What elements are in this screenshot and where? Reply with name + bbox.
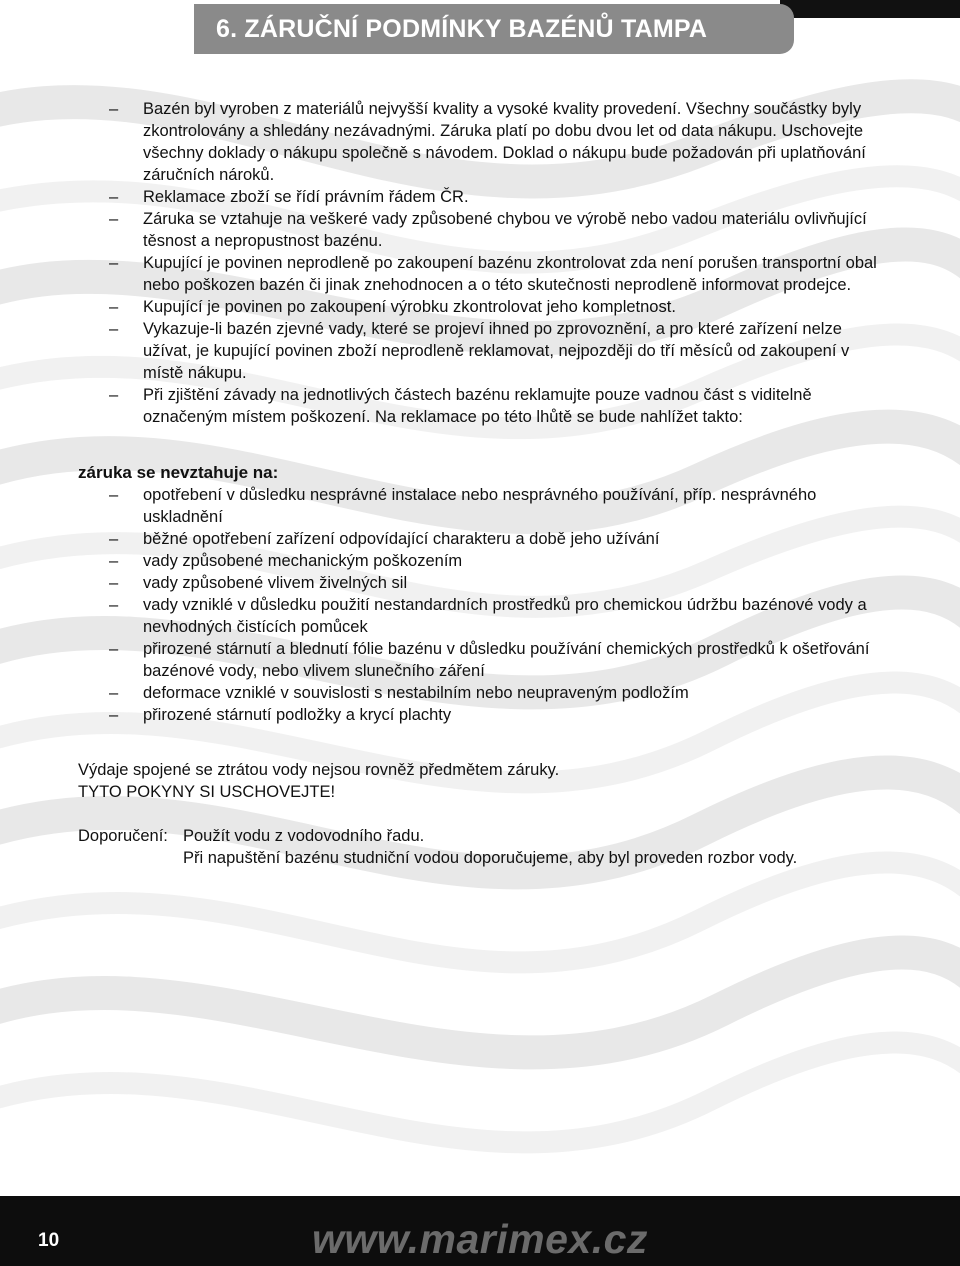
list-item-text: Záruka se vztahuje na veškeré vady způsobené chybou ve výrobě nebo vadou materiálu ovlivňující těsnost a nepropustnost bazénu. [143, 210, 867, 250]
warranty-terms-list [78, 98, 878, 428]
dash-mark: – [109, 298, 119, 316]
list-item [78, 186, 878, 208]
dash-mark: – [109, 386, 119, 404]
list-item [78, 572, 878, 594]
list-item-text: opotřebení v důsledku nesprávné instalace nebo nesprávného používání, příp. nesprávného uskladnění [143, 486, 817, 526]
list-item [78, 594, 878, 638]
list-item [78, 528, 878, 550]
list-item [78, 98, 878, 186]
dash-mark: – [109, 684, 119, 702]
title-banner [194, 4, 794, 54]
list-item-text: Vykazuje-li bazén zjevné vady, které se projeví ihned po zprovoznění, a pro které zařízení nelze užívat, je kupující povinen zboží neprodleně reklamovat, nejpozději do tří měsíců od zakoupení v místě nákupu. [143, 320, 850, 382]
recommendation-text [183, 825, 797, 869]
list-item-text: vady vzniklé v důsledku použití nestandardních prostředků pro chemickou údržbu bazénové vody a nevhodných čistících pomůcek [143, 596, 867, 636]
dash-mark: – [109, 188, 119, 206]
list-item-text: Reklamace zboží se řídí právním řádem ČR. [143, 188, 469, 206]
list-item [78, 682, 878, 704]
list-item [78, 484, 878, 528]
list-item [78, 704, 878, 726]
dash-mark: – [109, 552, 119, 570]
recommendation-line: Použít vodu z vodovodního řadu. [183, 827, 425, 845]
note-block [78, 759, 878, 803]
dash-mark: – [109, 596, 119, 614]
document-body [78, 98, 878, 869]
website-link[interactable]: www.marimex.cz [312, 1216, 648, 1262]
list-item [78, 550, 878, 572]
list-item [78, 384, 878, 428]
list-item-text: Při zjištění závady na jednotlivých částech bazénu reklamujte pouze vadnou část s viditelně označeným místem poškození. Na reklamace po této lhůtě se bude nahlížet takto: [143, 386, 812, 426]
list-item-text: Kupující je povinen neprodleně po zakoupení bazénu zkontrolovat zda není porušen transportní obal nebo poškozen bazén či jinak znehodnocen a o této skutečnosti neprodleně informovat prodejce. [143, 254, 877, 294]
list-item-text: vady způsobené mechanickým poškozením [143, 552, 463, 570]
list-item-text: vady způsobené vlivem živelných sil [143, 574, 408, 592]
recommendation-block [78, 825, 878, 869]
recommendation-label: Doporučení: [78, 827, 168, 845]
list-item [78, 638, 878, 682]
dash-mark: – [109, 210, 119, 228]
list-item [78, 318, 878, 384]
list-item-text: deformace vzniklé v souvislosti s nestabilním nebo neupraveným podložím [143, 684, 689, 702]
dash-mark: – [109, 530, 119, 548]
list-item [78, 252, 878, 296]
list-item-text: běžné opotřebení zařízení odpovídající charakteru a době jeho užívání [143, 530, 660, 548]
footer-bar [0, 1196, 960, 1266]
dash-mark: – [109, 574, 119, 592]
dash-mark: – [109, 706, 119, 724]
list-item-text: Bazén byl vyroben z materiálů nejvyšší kvality a vysoké kvality provedení. Všechny součástky byly zkontrolovány a shledány nezávadnými. Záruka platí po dobu dvou let od data nákupu. Uschovejte všechny doklady o nákupu společně s návodem. Doklad o nákupu bude požadován při uplatňování záručních nároků. [143, 100, 866, 184]
dash-mark: – [109, 254, 119, 272]
dash-mark: – [109, 640, 119, 658]
list-item-text: přirozené stárnutí podložky a krycí plachty [143, 706, 452, 724]
list-item-text: Kupující je povinen po zakoupení výrobku zkontrolovat jeho kompletnost. [143, 298, 676, 316]
keep-instructions-line: TYTO POKYNY SI USCHOVEJTE! [78, 783, 336, 801]
list-item [78, 208, 878, 252]
dash-mark: – [109, 320, 119, 338]
dash-mark: – [109, 486, 119, 504]
recommendation-line: Při napuštění bazénu studniční vodou doporučujeme, aby byl proveden rozbor vody. [183, 849, 798, 867]
header-strip [780, 0, 960, 18]
page-title: 6. ZÁRUČNÍ PODMÍNKY BAZÉNŮ TAMPA [216, 14, 708, 43]
note-line: Výdaje spojené se ztrátou vody nejsou rovněž předmětem záruky. [78, 761, 560, 779]
dash-mark: – [109, 100, 119, 118]
list-item-text: přirozené stárnutí a blednutí fólie bazénu v důsledku používání chemických prostředků k ošetřování bazénové vody, nebo vlivem slunečního záření [143, 640, 870, 680]
list-item [78, 296, 878, 318]
exclusions-list [78, 484, 878, 726]
page-number: 10 [38, 1230, 60, 1251]
exclusions-heading: záruka se nevztahuje na: [78, 463, 279, 482]
